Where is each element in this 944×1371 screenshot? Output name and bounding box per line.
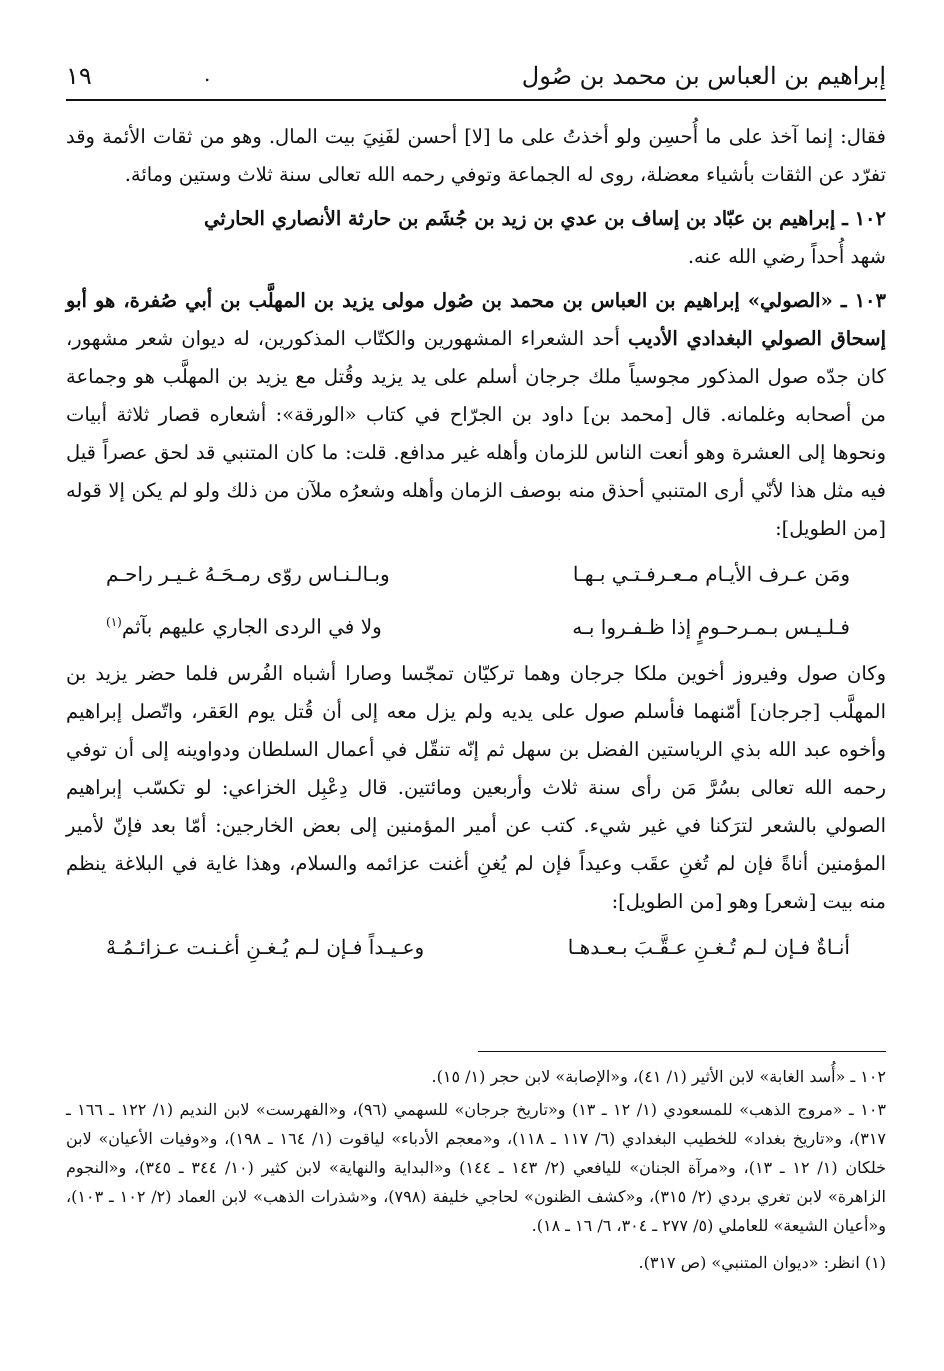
header-rule	[66, 99, 886, 101]
main-text	[66, 118, 886, 975]
header-dot: .	[204, 62, 211, 86]
running-title: إبراهيم بن العباس بن محمد بن صُول	[521, 62, 886, 90]
paragraph-continuation: فقال: إنما آخذ على ما أُحسِن ولو أخذتُ على ما [لا] أحسن لفَنِيَ بيت المال. وهو من ثقات الأئمة وقد تفرّد عن الثقات بأشياء معضلة، روى له الجماعة وتوفي رحمه الله تعالى سنة ثلاث وستين ومائة.	[66, 125, 886, 186]
footnotes	[66, 1062, 886, 1281]
footnote-103: ١٠٣ ـ «مروج الذهب» للمسعودي (١/ ١٢ ـ ١٣) و«تاريخ جرجان» للسهمي (٩٦)، و«الفهرست» لابن النديم (١/ ١٢٢ ـ ١٦٦ ـ ٣١٧)، و«تاريخ بغداد» للخطيب البغدادي (٦/ ١١٧ ـ ١١٨)، و«معجم الأدباء» لياقوت (١/ ١٦٤ ـ ١٩٨)، و«وفيات الأعيان» لابن خلكان (١/ ١٢ ـ ١٣)، و«مرآة الجنان» لليافعي (٢/ ١٤٣ ـ ١٤٤) و«البداية والنهاية» لابن كثير (١٠/ ٣٤٤ ـ ٣٤٥)، و«النجوم الزاهرة» لابن تغري بردي (٢/ ٣١٥)، و«كشف الظنون» لحاجي خليفة (٧٩٨)، و«شذرات الذهب» لابن العماد (٢/ ١٠٢ ـ ١٠٣)، و«أعيان الشيعة» للعاملي (٥/ ٢٧٧ ـ ٣٠٤، ٦/ ١٦ ـ ١٨).	[66, 1100, 887, 1235]
verse-line-3	[66, 927, 886, 967]
entry-103-heading: ١٠٣ ـ «الصولي» إبراهيم بن العباس بن محمد بن صُول مولى يزيد بن المهلَّب بن أبي صُفرة، هو أبو إسحاق الصولي البغدادي الأديب	[66, 289, 886, 350]
verse-1-first-hemistich: ومَن عـرف الأيـام مـعـرفـتـي بـهـا	[572, 562, 850, 586]
footnote-marker-1: (١)	[106, 615, 122, 629]
page-header	[66, 56, 886, 96]
entry-102-text: شهد أُحداً رضي الله عنه.	[687, 245, 886, 268]
verse-3-first-hemistich: أنـاةٌ فـإن لـم تُـغـنِ عـقَّـبَ بـعـدهـا	[567, 934, 850, 959]
verse-line-2	[66, 602, 886, 647]
entry-103-text: أحد الشعراء المشهورين والكتّاب المذكورين، له ديوان شعر مشهور، كان جدّه صول المذكور مجوسياً ملك جرجان أسلم على يد يزيد وقُتل مع يزيد بن المهلَّب هو وجماعة من أصحابه وغلمانه. قال [محمد بن] داود بن الجرّاح في كتاب «الورقة»: أشعاره قصار ثلاثة أبيات ونحوها إلى العشرة وهو أنعت الناس للزمان وأهله غير مدافع. قلت: ما كان المتنبي قد لحق عصراً قيل فيه مثل هذا لأنّي أرى المتنبي أحذق منه بوصف الزمان وأهله وشعرُه ملآن من ذلك ولو لم يكن إلا قوله [من الطويل]:	[66, 327, 886, 540]
verse-2-second-text: ولا في الردى الجاري عليهم بآثم	[121, 614, 382, 639]
verse-line-1	[66, 554, 886, 594]
entry-103	[66, 282, 886, 548]
verse-2-second-hemistich	[106, 602, 382, 647]
verse-2-first-hemistich: فـلـيـس بـمـرحـومٍ إذا ظـفـروا بـه	[572, 614, 850, 639]
verse-3-second-hemistich: وعـيـداً فـإن لـم يُـغـنِ أغـنـت عـزائـمُـهْ	[106, 934, 425, 959]
entry-102	[66, 200, 886, 276]
footnote-rule	[478, 1051, 886, 1052]
entry-102-heading: ١٠٢ ـ إبراهيم بن عبّاد بن إساف بن عدي بن زيد بن جُشَم بن حارثة الأنصاري الحارثي	[203, 207, 886, 230]
verse-1-second-hemistich: وبـالـنـاس روّى رمـحَـهُ غـيـر راحـم	[106, 562, 390, 586]
footnote-102: ١٠٢ ـ «أُسد الغابة» لابن الأثير (١/ ٤١)، و«الإصابة» لابن حجر (١/ ١٥).	[431, 1067, 886, 1086]
page-number: ١٩	[66, 62, 92, 90]
paragraph-sul-history: وكان صول وفيروز أخوين ملكا جرجان وهما تركيّان تمجّسا وصارا أشباه الفُرس فلما حضر يزيد بن المهلَّب [جرجان] أمّنهما فأسلم صول على يديه ولم يزل معه إلى أن قُتل يوم العَقر، واتّصل إبراهيم وأخوه عبد الله بذي الرياستين الفضل بن سهل ثم إنّه تنقّل في أعمال السلطان ودواوينه إلى أن توفي رحمه الله تعالى بسُرَّ مَن رأى سنة ثلاث وأربعين ومائتين. قال دِعْبِل الخزاعي: لو تكسّب إبراهيم الصولي بالشعر لترَكنا في غير شيء. كتب عن أمير المؤمنين إلى بعض الخارجين: أمّا بعد فإنّ لأمير المؤمنين أناةً فإن لم تُغنِ عقَب وعيداً فإن لم يُغنِ أغنت عزائمه والسلام، وهذا غاية في البلاغة ينظم منه بيت [شعر] وهو [من الطويل]:	[66, 661, 886, 913]
footnote-1: (١) انظر: «ديوان المتنبي» (ص ٣١٧).	[638, 1253, 886, 1272]
